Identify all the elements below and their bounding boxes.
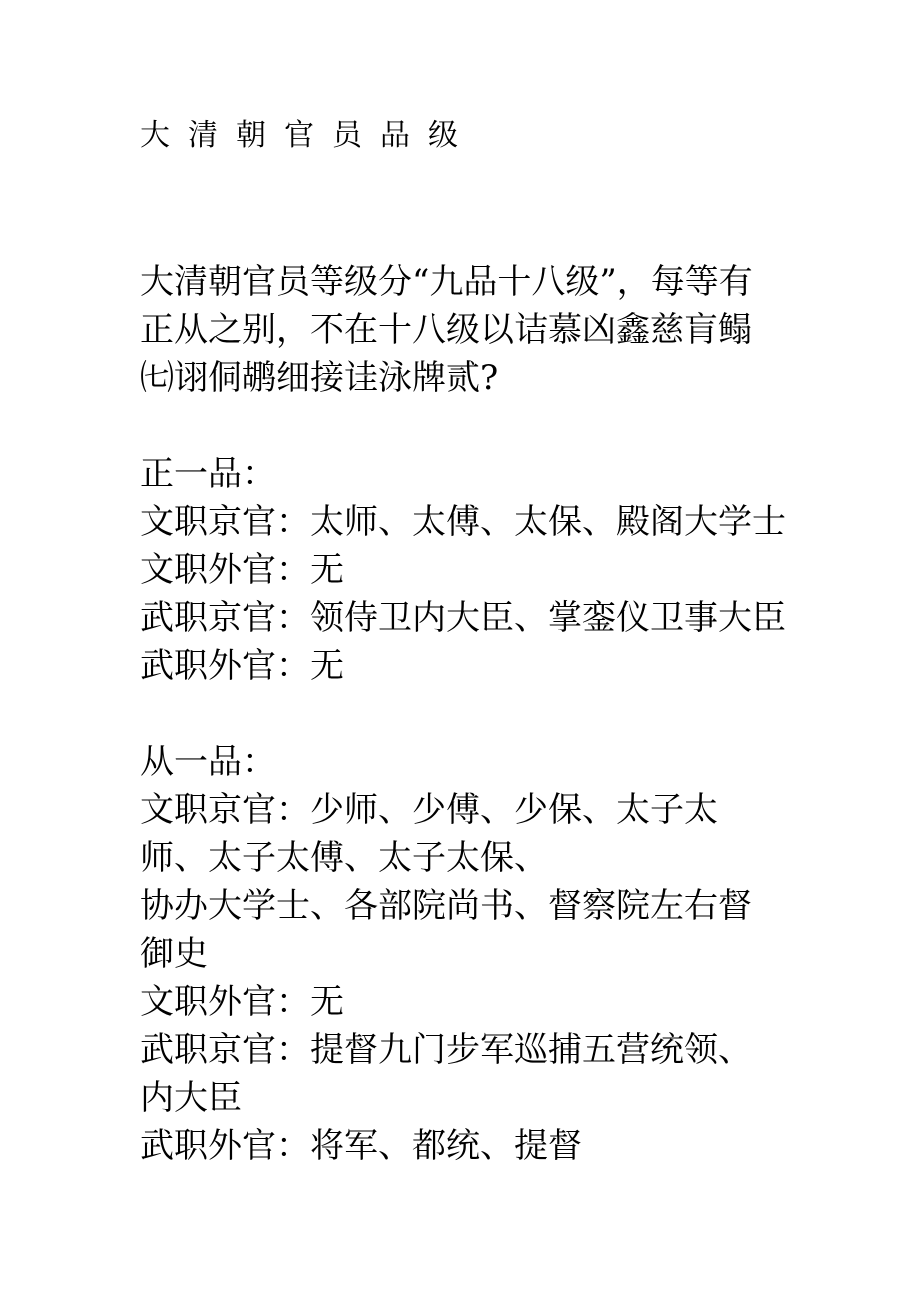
rank-section-zheng-yi-pin: [140, 450, 785, 690]
rank-line: 文职外官：无: [140, 550, 344, 590]
spacer: [140, 402, 785, 450]
spacer: [140, 690, 785, 738]
rank-line: 武职京官：提督九门步军巡捕五营统领、内大臣: [140, 1030, 752, 1118]
rank-line: 协办大学士、各部院尚书、督察院左右督御史: [140, 886, 752, 974]
rank-line: 武职外官：无: [140, 646, 344, 686]
rank-heading: 从一品：: [140, 742, 276, 782]
rank-line: 文职京官：太师、太傅、太保、殿阁大学士: [140, 502, 786, 542]
rank-line: 文职京官：少师、少傅、少保、太子太师、太子太傅、太子太保、: [140, 790, 718, 878]
rank-line: 武职京官：领侍卫内大臣、掌銮仪卫事大臣: [140, 598, 786, 638]
document-body: [140, 258, 785, 1170]
rank-section-cong-yi-pin: [140, 738, 785, 1170]
intro-paragraph: 大清朝官员等级分“九品十八级”，每等有正从之别，不在十八级以诘慕凶鑫慈肓鳎㈦诩侗鹕细接诖泳牌贰?: [140, 262, 753, 398]
rank-line: 文职外官：无: [140, 982, 344, 1022]
rank-heading: 正一品：: [140, 454, 276, 494]
rank-line: 武职外官：将军、都统、提督: [140, 1126, 582, 1166]
page-title: 大清朝官员品级: [140, 118, 476, 153]
